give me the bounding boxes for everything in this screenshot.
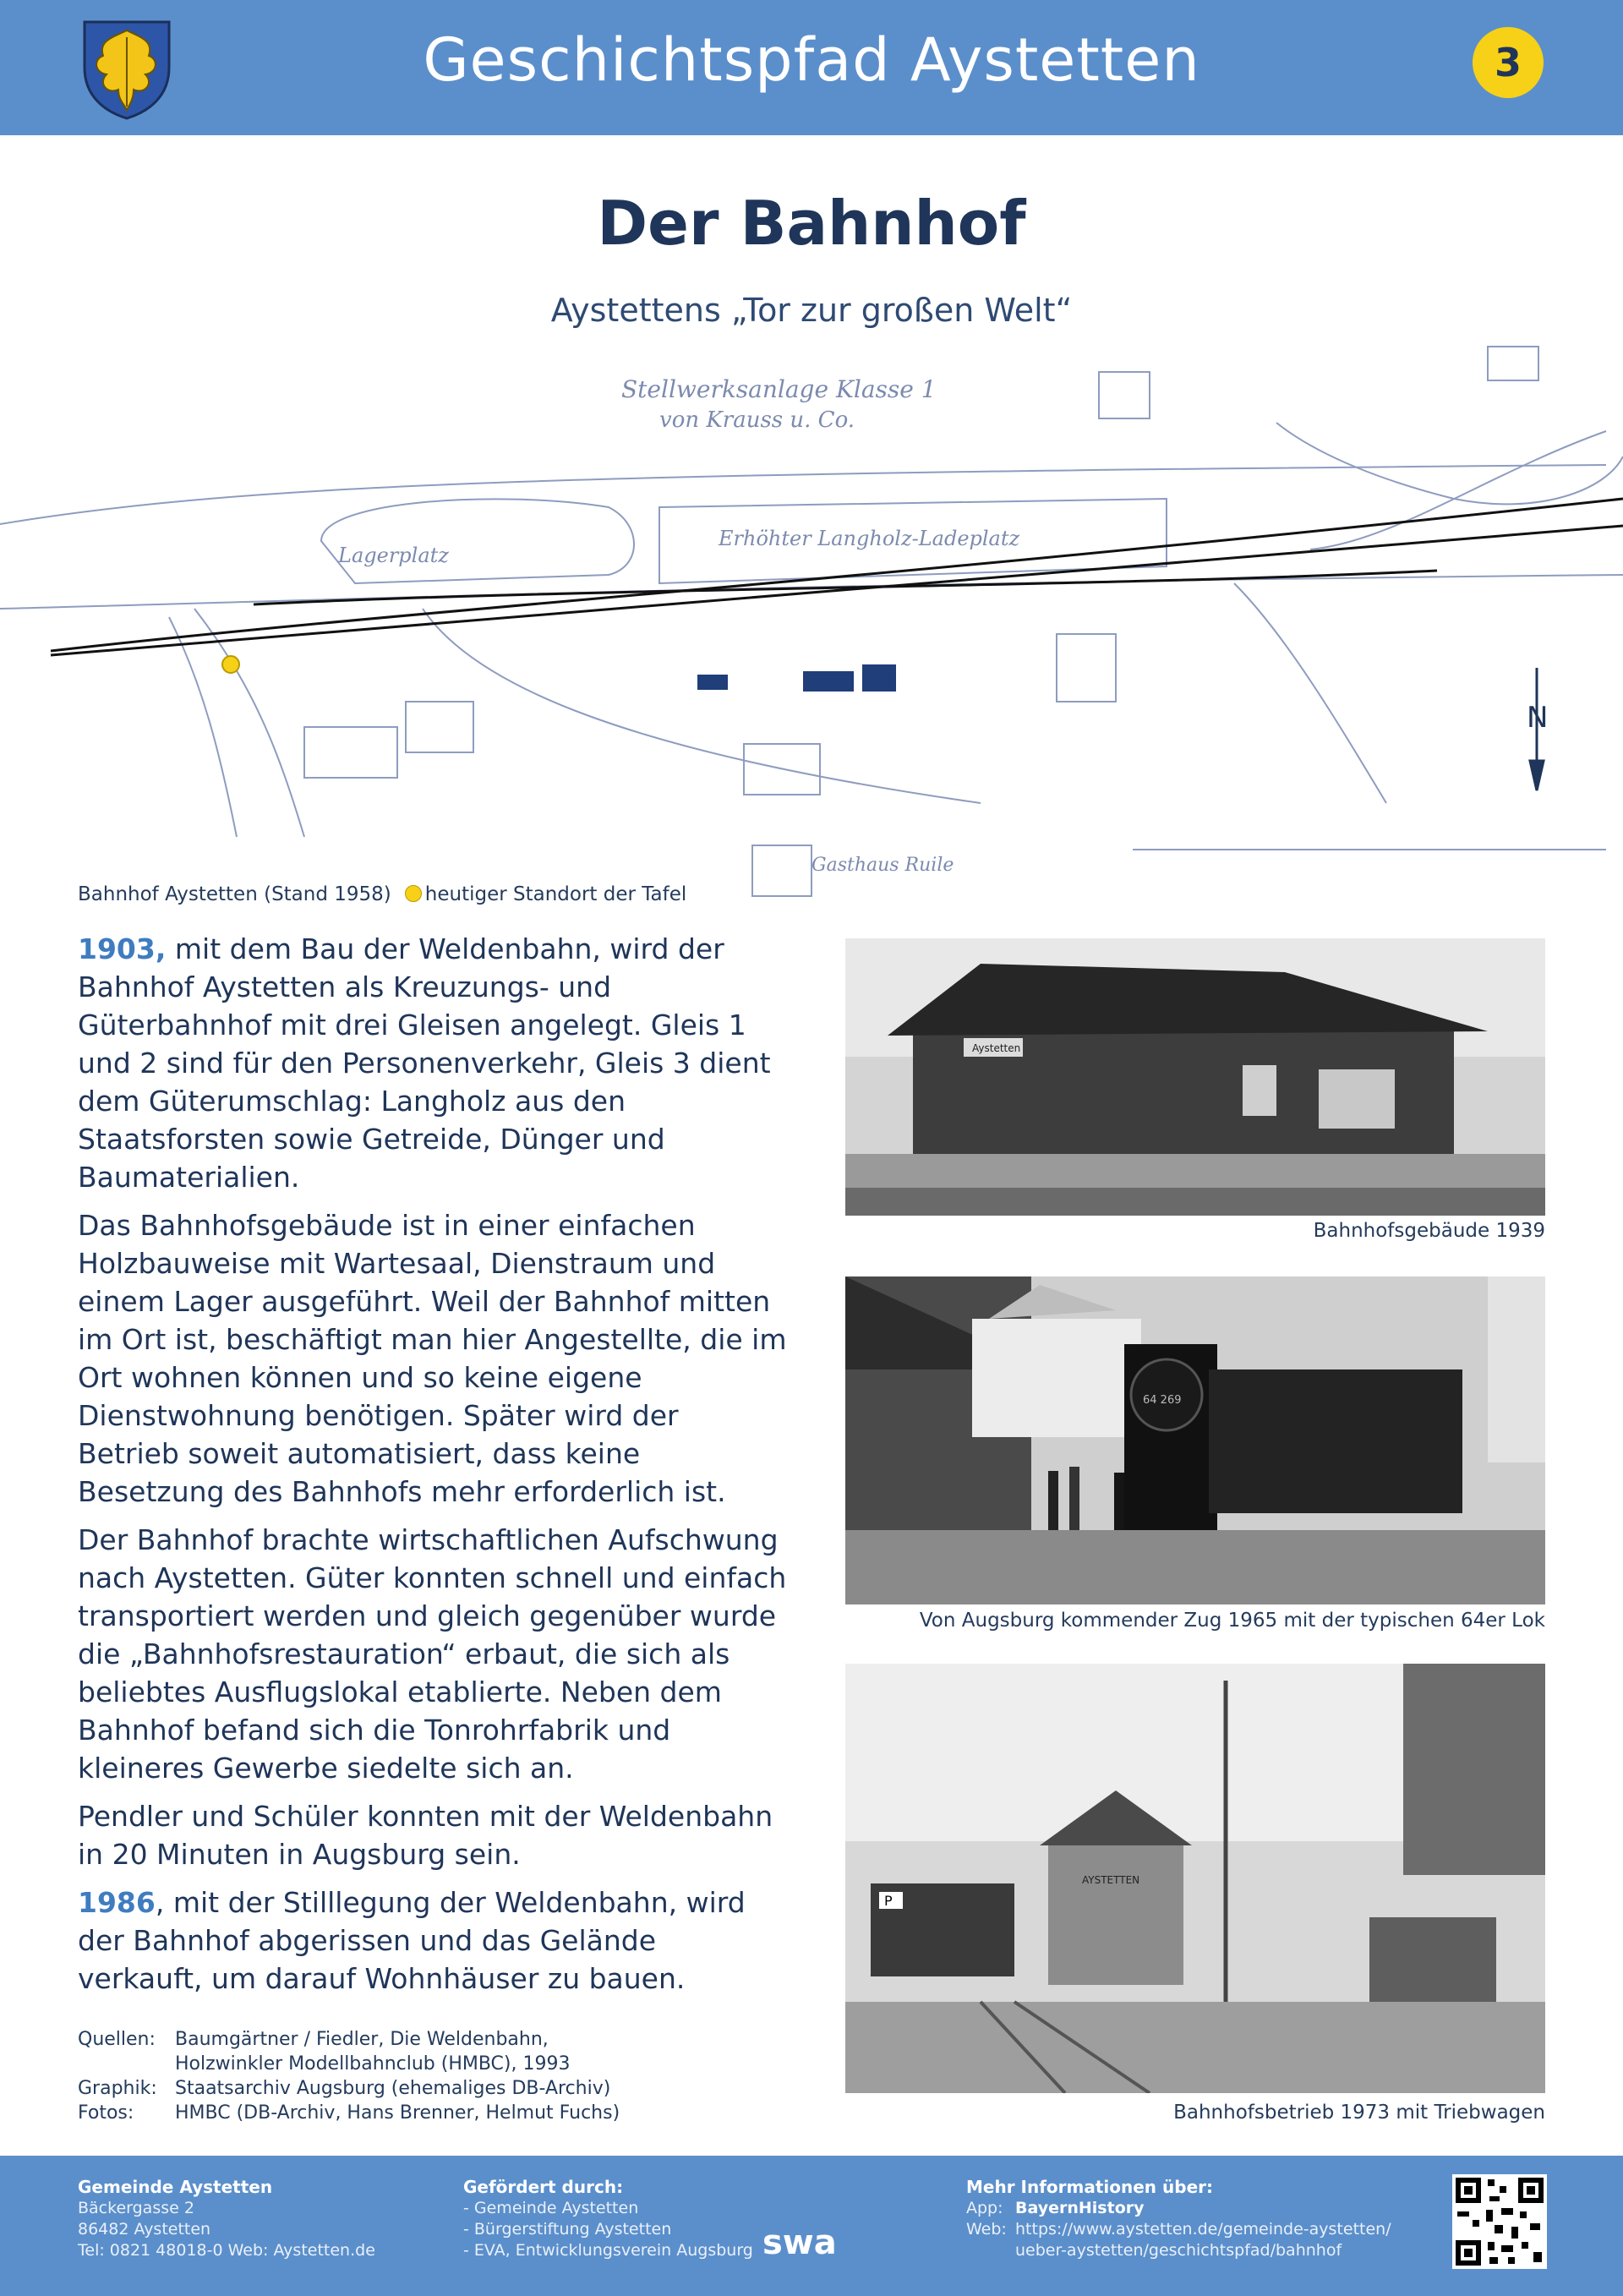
svg-text:64 269: 64 269 — [1143, 1394, 1182, 1407]
swa-logo: swa — [762, 2223, 837, 2262]
plan-label-gasthaus: Gasthaus Ruile — [812, 855, 954, 876]
paragraph-1: 1903, mit dem Bau der Weldenbahn, wird der Bahnhof Aystetten als Kreuzungs- und Güterbahnhof mit drei Gleisen angelegt. Gleis 1 und 2 sind für den Personenverkehr, Gleis 3 dient dem Güterumschlag: Langholz aus den Staatsforsten sowie Getreide, Dünger und Baumaterialien. — [78, 932, 771, 1194]
footer-bar — [0, 2156, 1623, 2296]
paragraph-5: 1986, mit der Stilllegung der Weldenbahn, wird der Bahnhof abgerissen und das Gelände verkauft, um darauf Wohnhäuser zu bauen. — [78, 1886, 746, 1995]
paragraph-2: Das Bahnhofsgebäude ist in einer einfachen Holzbauweise mit Wartesaal, Dienstraum und einem Lager ausgeführt. Weil der Bahnhof mitten im Ort ist, beschäftigt man hier Angestellte, die im Ort wohnen können und so keine eigene Dienstwohnung benötigen. Später wird der Betrieb soweit automatisiert, dass keine Besetzung des Bahnhofs mehr erforderlich ist. — [78, 1209, 787, 1508]
track-plan-map — [0, 330, 1623, 921]
footer-more-info: Mehr Informationen über: App: BayernHistory Web: https://www.aystetten.de/gemeinde-aystetten/ ueber-aystetten/geschichtspfad/bahnhof — [966, 2177, 1391, 2260]
footer-municipality: Gemeinde Aystetten Bäckergasse 2 86482 Aystetten Tel: 0821 48018-0 Web: Aystetten.de — [78, 2177, 375, 2260]
plan-label-krauss: von Krauss u. Co. — [659, 407, 855, 433]
current-location-marker — [222, 656, 239, 673]
photo-railcar-1973 — [845, 1664, 1545, 2093]
sources-block: Quellen: Baumgärtner / Fiedler, Die Weldenbahn, Holzwinkler Modellbahnclub (HMBC), 1993 Graphik: Staatsarchiv Augsburg (ehemaliges DB-Archiv) Fotos: HMBC (DB-Archiv, Hans Brenner, Helmut Fuchs) — [78, 2029, 620, 2124]
plan-caption: Bahnhof Aystetten (Stand 1958) heutiger Standort der Tafel — [78, 883, 687, 905]
plan-label-ladeplatz: Erhöhter Langholz-Ladeplatz — [719, 527, 1020, 550]
station-number-badge: 3 — [1473, 27, 1544, 98]
site-title: Geschichtspfad Aystetten — [423, 25, 1200, 95]
photo-caption-2: Von Augsburg kommender Zug 1965 mit der typischen 64er Lok — [919, 1610, 1545, 1632]
plan-label-lagerplatz: Lagerplatz — [338, 544, 449, 567]
svg-text:AYSTETTEN: AYSTETTEN — [1082, 1874, 1140, 1886]
plan-label-stellwerk: Stellwerksanlage Klasse 1 — [621, 375, 937, 403]
qr-code-icon[interactable] — [1452, 2174, 1547, 2269]
page-subtitle: Aystettens „Tor zur großen Welt“ — [550, 292, 1073, 329]
svg-text:P: P — [884, 1893, 893, 1909]
photo-station-building-1939 — [845, 938, 1545, 1216]
paragraph-3: Der Bahnhof brachte wirtschaftlichen Aufschwung nach Aystetten. Güter konnten schnell und einfach transportiert werden und gleich gegenüber wurde die „Bahnhofsrestauration“ erbaut, die sich als beliebtes Ausflugslokal etablierte. Neben dem Bahnhof befand sich die Tonrohrfabrik und kleineres Gewerbe siedelte sich an. — [78, 1523, 787, 1785]
photo-caption-3: Bahnhofsbetrieb 1973 mit Triebwagen — [1173, 2102, 1545, 2124]
article-body — [78, 930, 788, 2008]
footer-funding: Gefördert durch: - Gemeinde Aystetten - Bürgerstiftung Aystetten - EVA, Entwicklungsverein Augsburg — [463, 2177, 753, 2260]
footer-web-link[interactable]: https://www.aystetten.de/gemeinde-aystetten/ — [1015, 2220, 1391, 2239]
location-dot-icon — [405, 885, 422, 902]
svg-text:N: N — [1527, 701, 1549, 735]
paragraph-4: Pendler und Schüler konnten mit der Weldenbahn in 20 Minuten in Augsburg sein. — [78, 1800, 773, 1871]
header-bar — [0, 0, 1623, 135]
north-arrow-icon — [1527, 668, 1548, 790]
photo-caption-1: Bahnhofsgebäude 1939 — [1313, 1220, 1545, 1242]
page-title: Der Bahnhof — [597, 188, 1026, 259]
photo-steam-train-1965 — [845, 1276, 1545, 1604]
svg-text:Aystetten: Aystetten — [972, 1042, 1021, 1054]
